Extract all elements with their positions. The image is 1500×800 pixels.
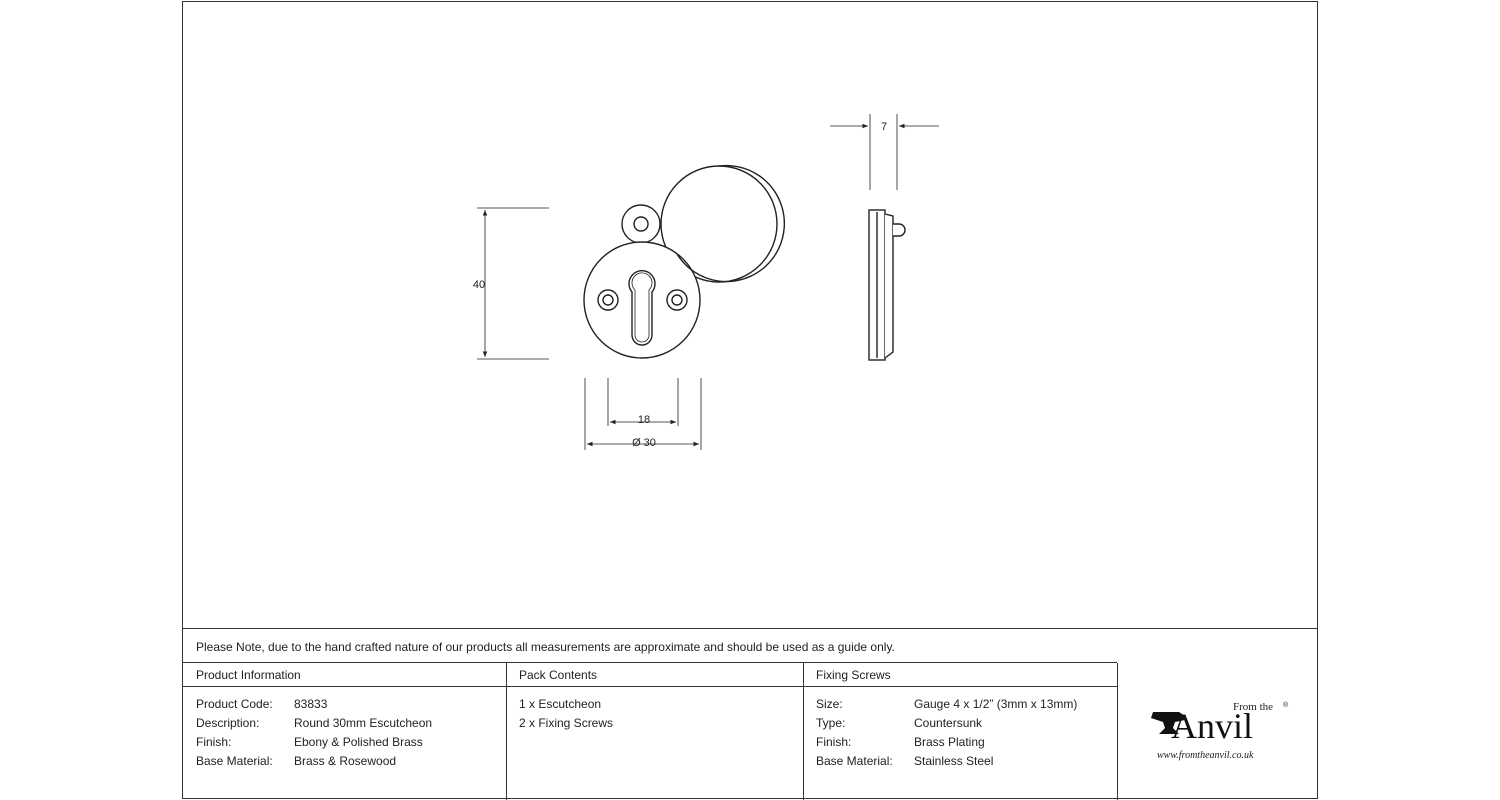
side-cover: [885, 214, 893, 358]
fixing-screws-value: Stainless Steel: [914, 754, 994, 768]
logo-brand: Anvil: [1171, 706, 1254, 746]
product-info-value: Brass & Rosewood: [294, 754, 397, 768]
dimension-depth-label: 7: [880, 121, 888, 133]
panel-divider-subheader: [183, 686, 1117, 687]
dimension-height: [477, 208, 549, 359]
fixing-screws-value: Brass Plating: [914, 735, 985, 749]
escutcheon-front-view: [584, 166, 784, 358]
screw-hole-right-inner: [672, 295, 682, 305]
fixing-screws-title: Fixing Screws: [816, 668, 891, 682]
logo-website: www.fromtheanvil.co.uk: [1157, 750, 1254, 761]
panel-divider-header: [183, 662, 1117, 663]
technical-drawing: [183, 2, 1317, 628]
product-info-value: Round 30mm Escutcheon: [294, 716, 433, 730]
fixing-screws-label: Type:: [816, 716, 846, 730]
pack-contents-item: 2 x Fixing Screws: [519, 716, 614, 730]
column-divider-2: [803, 663, 804, 800]
dimension-screw-spacing-label: 18: [637, 414, 651, 426]
product-info-value: Ebony & Polished Brass: [294, 735, 423, 749]
panel-divider-top: [183, 628, 1317, 629]
fixing-screws-value: Gauge 4 x 1/2” (3mm x 13mm): [914, 697, 1078, 711]
product-info-value: 83833: [294, 697, 328, 711]
pivot-pin: [634, 217, 648, 231]
product-info-label: Finish:: [196, 735, 232, 749]
product-info-label: Base Material:: [196, 754, 273, 768]
fixing-screws-value: Countersunk: [914, 716, 983, 730]
fixing-screws-label: Size:: [816, 697, 843, 711]
logo-from-the: From the: [1233, 701, 1274, 713]
dimension-height-label: 40: [472, 279, 486, 291]
product-info-label: Product Code:: [196, 697, 273, 711]
fixing-screws-label: Finish:: [816, 735, 852, 749]
disclaimer-note: Please Note, due to the hand crafted nature of our products all measurements are approximate and should be used as a guide only.: [196, 640, 895, 654]
drawing-sheet: [182, 1, 1318, 799]
product-information-title: Product Information: [196, 668, 301, 682]
from-the-anvil-logo: [1149, 692, 1294, 767]
keyhole: [629, 271, 655, 345]
dimension-diameter-label: Ø 30: [632, 437, 656, 449]
escutcheon-side-view: [869, 210, 905, 360]
fixing-screws-label: Base Material:: [816, 754, 893, 768]
logo-registered: ®: [1283, 702, 1289, 709]
screw-hole-left-inner: [603, 295, 613, 305]
column-divider-1: [506, 663, 507, 800]
pack-contents-item: 1 x Escutcheon: [519, 697, 602, 711]
side-pivot: [893, 224, 905, 236]
pack-contents-title: Pack Contents: [519, 668, 598, 682]
product-info-label: Description:: [196, 716, 260, 730]
column-divider-3: [1117, 663, 1118, 800]
